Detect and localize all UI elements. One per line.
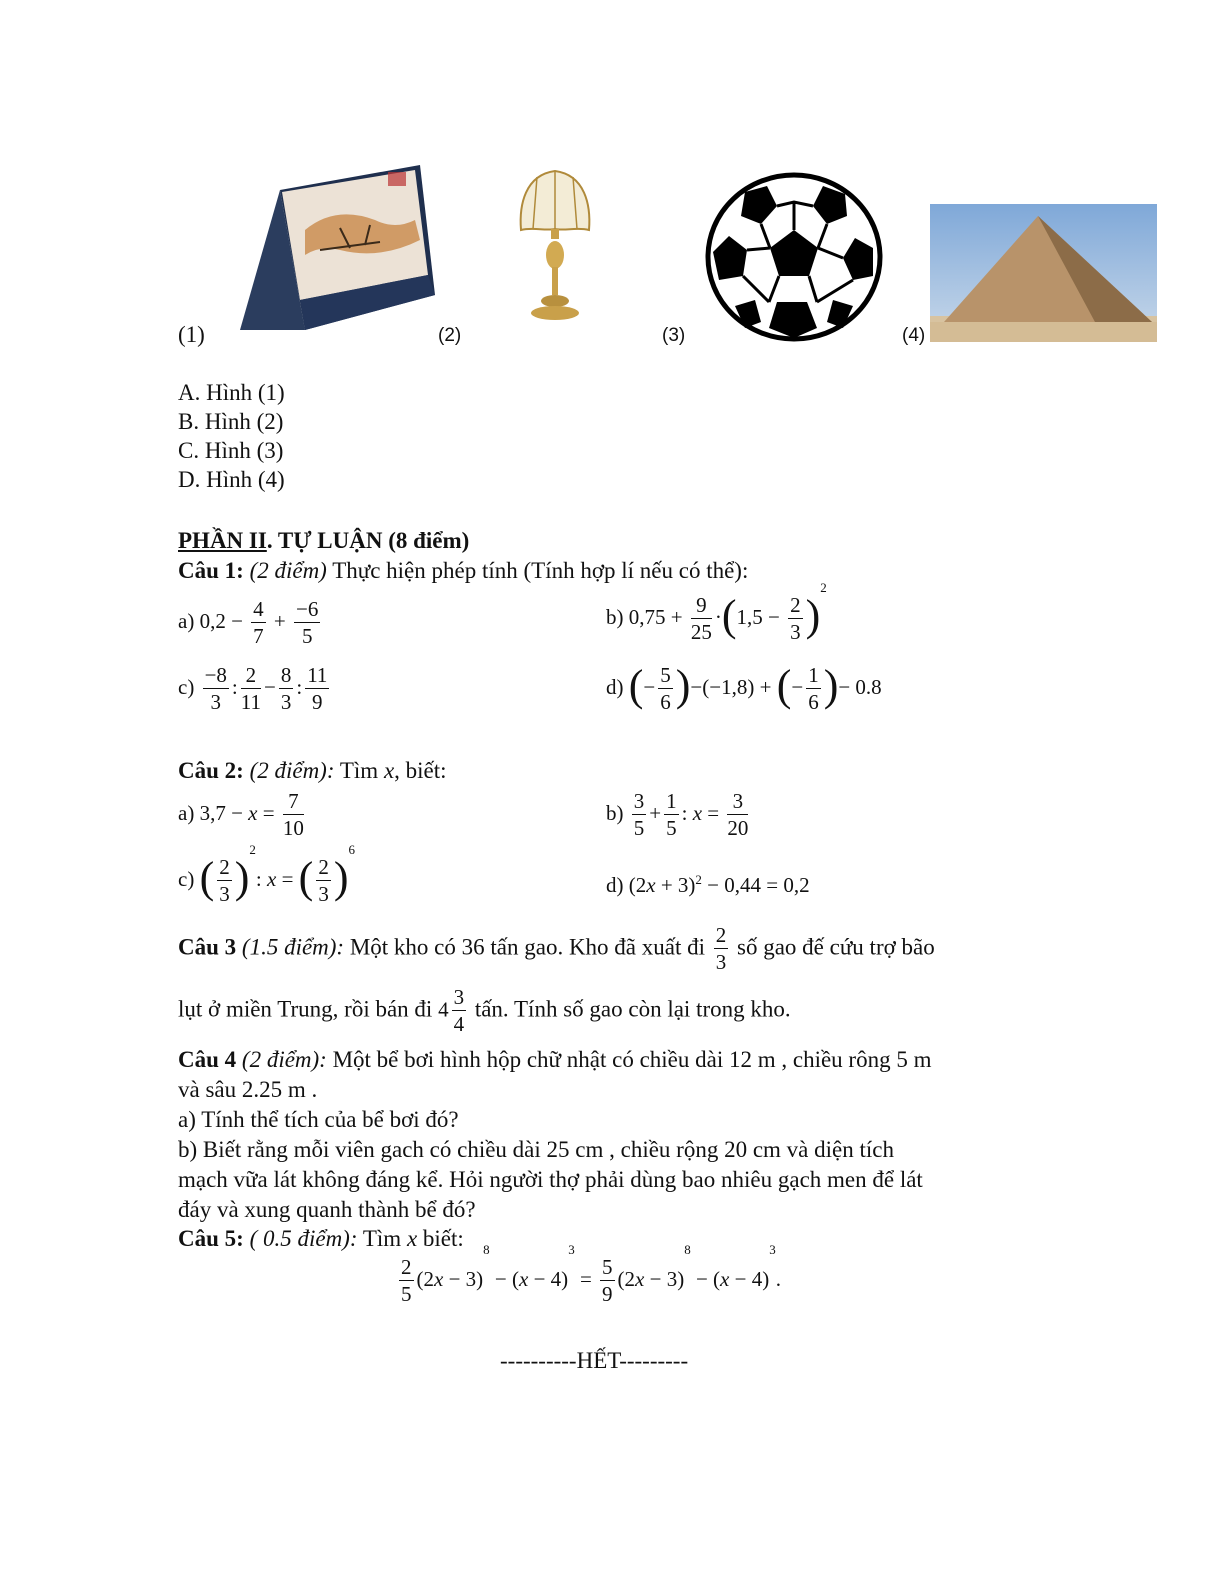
question-1: Câu 1: (2 điểm) Thực hiện phép tính (Tính hợp lí nếu có thể): [178, 558, 749, 583]
question-5: Câu 5: ( 0.5 điểm): Tìm x biết: [178, 1226, 464, 1251]
choice-c: C. Hình (3) [178, 438, 284, 463]
question-2: Câu 2: (2 điểm): Tìm x, biết: [178, 758, 447, 783]
end-marker: ----------HẾT--------- [500, 1348, 689, 1373]
part2-heading: PHẦN II. TỰ LUẬN (8 điểm) [178, 528, 470, 553]
q1-item-b: b) 0,75 + $\frac{9}{25}$ ·(1,5 − $\frac{2}{3}$ )$^2$ [606, 580, 827, 645]
figure-label-1: (1) [178, 322, 205, 347]
figure-label-4: (4) [902, 325, 926, 346]
question-4-line5: mạch vữa lát không đáng kể. Hỏi người thợ phải dùng bao nhiêu gạch men để lát [178, 1167, 923, 1192]
q2-item-b: b) $\frac{3}{5}$ + $\frac{1}{5}$ : x = $\frac{3}{20}$ [606, 789, 749, 841]
question-4-line6: đáy và xung quanh thành bể đó? [178, 1197, 476, 1222]
question-4-line4: b) Biết rằng mỗi viên gach có chiều dài 25 cm , chiều rộng 20 cm và diện tích [178, 1137, 894, 1162]
lamp-image [515, 165, 595, 325]
choice-b: B. Hình (2) [178, 409, 284, 434]
figure-label-2: (2) [438, 325, 462, 346]
figure-label-3: (3) [662, 325, 686, 346]
choice-d: D. Hình (4) [178, 467, 285, 492]
q1-item-c: c) $\frac{-8}{3}$ : $\frac{2}{11}$ − $\frac{8}{3}$ : $\frac{11}{9}$ [178, 663, 328, 715]
question-3-cont: lụt ở miền Trung, rồi bán đi 4 $\frac{3}{4}$ tấn. Tính số gao còn lại trong kho. [178, 985, 791, 1037]
q1-item-a: a) 0,2 − $\frac{4}{7}$ + $\frac{-6}{5}$ [178, 597, 319, 649]
q2-item-c: c) ( $\frac{2}{3}$ )$^2$: x = ( $\frac{2}{3}$ )$^6$ [178, 842, 355, 907]
q1-item-d: d) (− $\frac{5}{6}$ )−(−1,8) + (− $\frac{1}{6}$ )− 0.8 [606, 661, 882, 715]
soccer-ball-image [705, 172, 883, 342]
choice-a: A. Hình (1) [178, 380, 285, 405]
pyramid-image [930, 204, 1157, 342]
question-3: Câu 3 (1.5 điểm): Một kho có 36 tấn gao. Kho đã xuất đi $\frac{2}{3}$ số gao đế cứu trợ bão [178, 923, 935, 975]
q2-item-a: a) 3,7 − x = $\frac{7}{10}$ [178, 789, 304, 841]
question-4-line2: và sâu 2.25 m . [178, 1077, 318, 1102]
question-4: Câu 4 (2 điểm): Một bể bơi hình hộp chữ nhật có chiều dài 12 m , chiều rông 5 m [178, 1047, 932, 1072]
q5-equation: $\frac{2}{5}$ $(2x - 3)^8 - (x - 4)^3$ = $\frac{5}{9}$ $(2x - 3)^8 - (x - 4)^3$. [401, 1242, 781, 1307]
calendar-image [210, 150, 435, 340]
q2-item-d: d) $(2x + 3)^2 - 0,44 = 0,2$ [606, 872, 810, 897]
question-4-line3: a) Tính thể tích của bể bơi đó? [178, 1107, 459, 1132]
